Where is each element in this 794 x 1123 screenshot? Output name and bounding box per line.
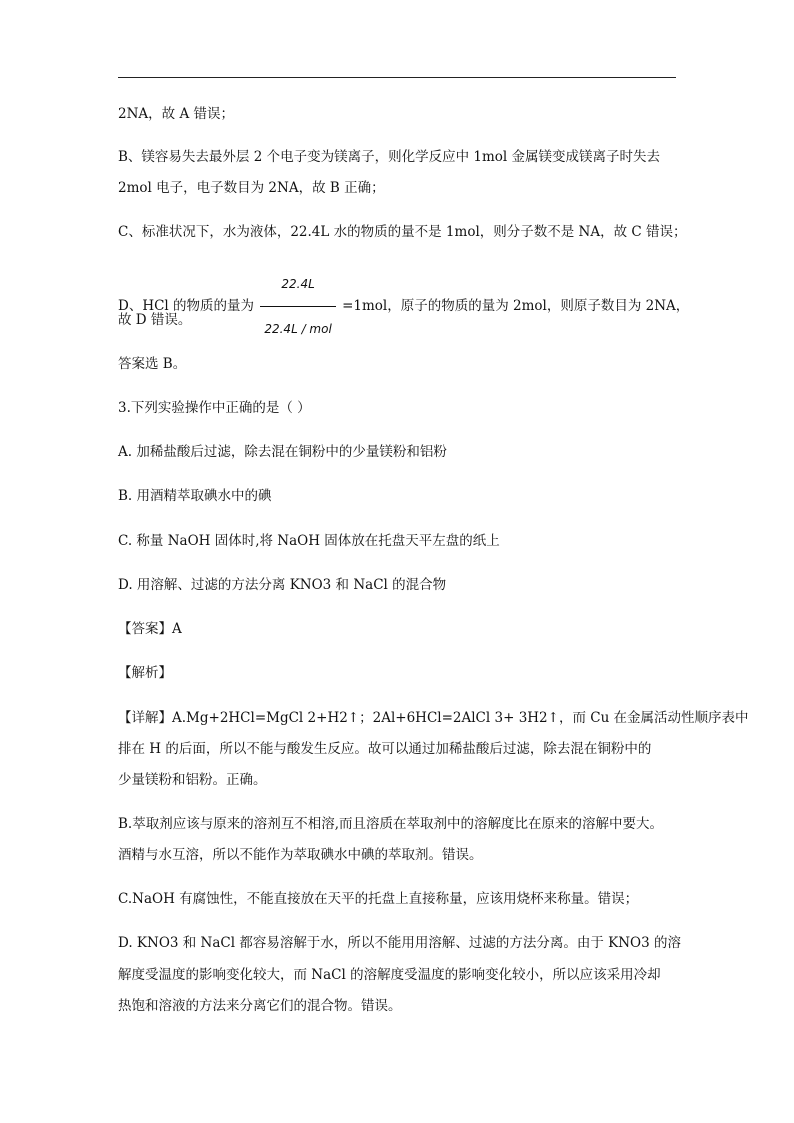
option-d: D. 用溶解、过滤的方法分离 KNO3 和 NaCl 的混合物 — [118, 577, 447, 593]
text-line: 答案选 B。 — [118, 356, 187, 372]
detail-line: 【详解】A.Mg+2HCl=MgCl 2+H2↑；2Al+6HCl=2AlCl 3+ 3H2↑，而 Cu 在金属活动性顺序表中 — [118, 710, 749, 726]
detail-line: 热饱和溶液的方法来分离它们的混合物。错误。 — [118, 998, 402, 1014]
detail-line: 少量镁粉和铝粉。正确。 — [118, 772, 267, 788]
text-line: C、标准状况下，水为液体，22.4L 水的物质的量不是 1mol，则分子数不是 NA，故 C 错误； — [118, 224, 687, 240]
text-segment: =1mol，原子的物质的量为 2mol，则原子数目为 2NA， — [342, 298, 690, 314]
detail-line: C.NaOH 有腐蚀性，不能直接放在天平的托盘上直接称量，应该用烧杯来称量。错误； — [118, 891, 639, 907]
fraction — [260, 264, 335, 349]
detail-line: 解度受温度的影响变化较大，而 NaCl 的溶解度受温度的影响变化较小，所以应该采用冷却 — [118, 967, 661, 983]
analysis-label: 【解析】 — [118, 665, 172, 681]
option-c: C. 称量 NaOH 固体时,将 NaOH 固体放在托盘天平左盘的纸上 — [118, 533, 500, 549]
option-b: B. 用酒精萃取碘水中的碘 — [118, 488, 272, 504]
detail-line: 排在 H 的后面，所以不能与酸发生反应。故可以通过加稀盐酸后过滤，除去混在铜粉中的 — [118, 741, 652, 757]
detail-line: B.萃取剂应该与原来的溶剂互不相溶,而且溶质在萃取剂中的溶解度比在原来的溶解中要大。 — [118, 816, 664, 832]
text-line: 2mol 电子，电子数目为 2NA，故 B 正确； — [118, 180, 385, 196]
text-line: 2NA，故 A 错误； — [118, 106, 234, 122]
answer-label: 【答案】A — [118, 621, 182, 637]
detail-line: D. KNO3 和 NaCl 都容易溶解于水，所以不能用用溶解、过滤的方法分离。由于 KNO3 的溶 — [118, 935, 681, 951]
detail-line: 酒精与水互溶，所以不能作为萃取碘水中碘的萃取剂。错误。 — [118, 847, 483, 863]
fraction-numerator: 22.4L — [260, 264, 335, 307]
header-rule — [118, 77, 676, 78]
text-line: B、镁容易失去最外层 2 个电子变为镁离子，则化学反应中 1mol 金属镁变成镁离子时失去 — [118, 149, 661, 165]
text-segment: D、HCl 的物质的量为 — [118, 298, 255, 314]
question-stem: 3.下列实验操作中正确的是（ ） — [118, 400, 311, 416]
fraction-denominator: 22.4L / mol — [264, 322, 332, 336]
option-a: A. 加稀盐酸后过滤，除去混在铜粉中的少量镁粉和铝粉 — [118, 444, 447, 460]
text-line: 故 D 错误。 — [118, 312, 192, 328]
fraction-line — [118, 264, 689, 349]
